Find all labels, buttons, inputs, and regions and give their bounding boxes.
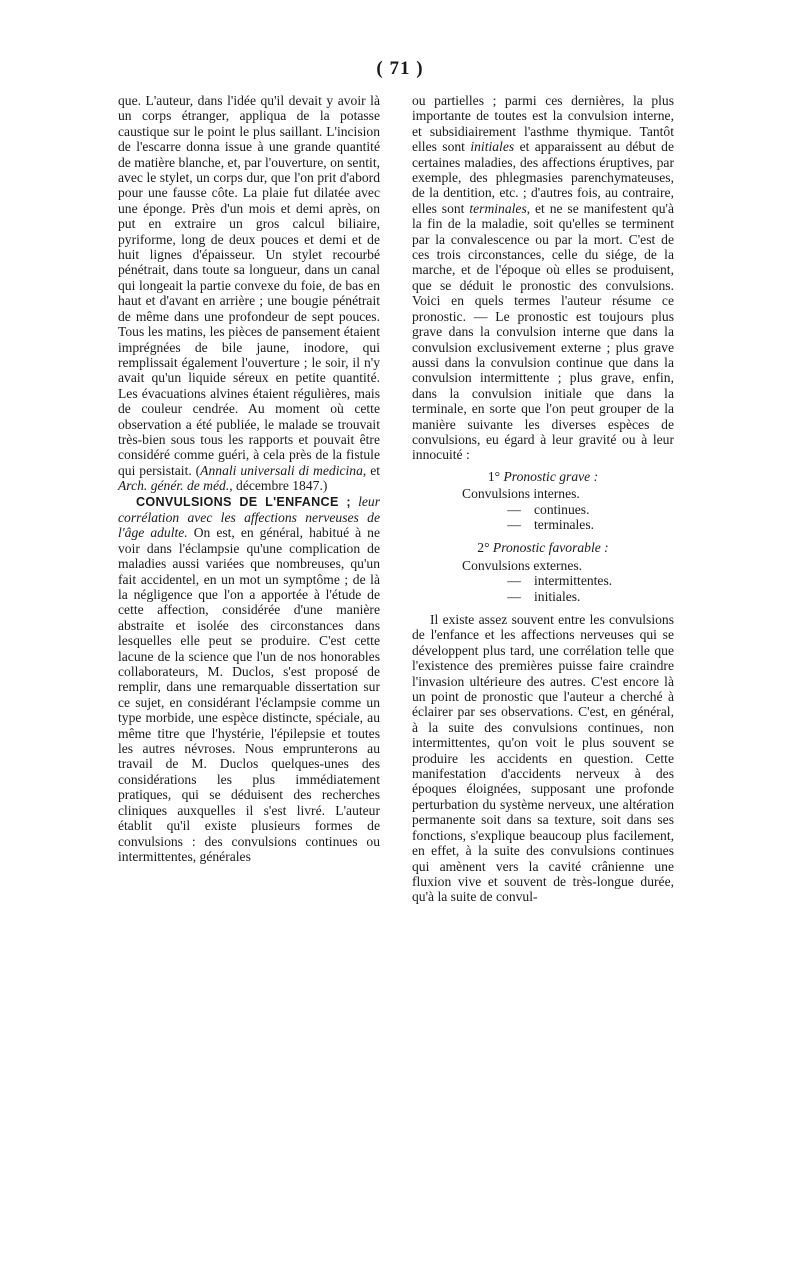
page-number: ( 71 ) bbox=[376, 58, 424, 79]
list-heading: 1° Pronostic grave : bbox=[487, 468, 599, 484]
citation-archives: Arch. génér. de méd. bbox=[118, 478, 230, 494]
paragraph-correlation: Il existe assez souvent entre les convulsions de l'enfance et les affections nerveuses qui se développent plus tard, une corrélation telle que l'existence des premières puisse faire craindre l'invasion ultérieure des autres. C'est encore là un point de pronostic que l'auteur a cherché à éclairer par ses observations. C'est, en général, à la suite des convulsions continues, non intermittentes, qu'on voit le plus souvent se produire les accidents en question. Cette manifestation d'accidents nerveux à des époques éloignées, supposant une profonde perturbation du système nerveux, une altération permanente soit dans sa texture, soit dans ses fonctions, s'explique beaucoup plus facilement, en effet, à la suite des convulsions continues qui amènent vers la cavité crânienne une fluxion vive et souvent de très-longue durée, qu'à la suite de convul- bbox=[412, 612, 674, 905]
list-heading: 2° Pronostic favorable : bbox=[477, 540, 609, 556]
list-item: — continues. bbox=[412, 502, 674, 517]
dash: — bbox=[507, 573, 521, 589]
dash: — bbox=[507, 516, 521, 532]
left-column bbox=[118, 93, 380, 864]
list-item: — initiales. bbox=[412, 589, 674, 604]
right-column bbox=[412, 93, 674, 905]
list-item: Convulsions externes. bbox=[462, 557, 583, 573]
term-terminales: terminales bbox=[469, 200, 527, 216]
term-initiales: initiales bbox=[470, 139, 515, 155]
section-body: On est, en général, habitué à ne voir dans l'éclampsie qu'une complication de maladies aussi variées que nombreuses, qu'un fait accidentel, en un mot un symptôme ; de là la négligence que l'on a apportée à l'étude de cette affection, considérée d'une manière abstraite et isolée des circonstances dans lesquelles elle peut se produire. C'est cette lacune de la science que l'un de nos honorables collaborateurs, M. Duclos, s'est proposé de remplir, dans une remarquable dissertation sur ce sujet, en considérant l'éclampsie comme un type morbide, une espèce distincte, spéciale, au même titre que l'hystérie, l'épilepsie et toutes les autres névroses. Nous emprunterons au travail de M. Duclos quelques-unes des considérations les plus immédiatement pratiques, qui se déduisent des recherches cliniques auxquelles il s'est livré. L'auteur établit qu'il existe plusieurs formes de convulsions : des convulsions continues ou intermittentes, générales bbox=[118, 525, 380, 864]
paragraph-continuation: que. L'auteur, dans l'idée qu'il devait y avoir là un corps étranger, appliqua de la potasse caustique sur le point le plus saillant. L'incision de l'escarre donna issue à une grande quantité de matière blanche, et, par l'ouverture, on sentit, avec le stylet, un corps dur, que l'on prit d'abord pour une fausse côte. La plaie fut dilatée avec une éponge. Près d'un mois et demi après, on put en extraire un gros calcul biliaire, pyriforme, long de deux pouces et demi et de huit lignes d'épaisseur. Un stylet recourbé pénétrait, dans toute sa longueur, dans un canal qui longeait la partie convexe du foie, de bas en haut et d'avant en arrière ; une bougie pénétrait de même dans une profondeur de sept pouces. Tous les matins, les pièces de pansement étaient imprégnées de bile jaune, inodore, qui remplissait également l'ouverture ; le soir, il n'y avait qu'un liquide séreux en petite quantité. Les évacuations alvines étaient régulières, mais de couleur cendrée. Au moment où cette observation a été publiée, le malade se trouvait très-bien sous tous les rapports et pouvait être considéré comme guéri, à cela près de la fistule qui persistait. (Annali universali di medicina, et Arch. génér. de méd., décembre 1847.) bbox=[118, 93, 380, 494]
section-subtitle: leur corrélation avec les affections nerveuses de l'âge adulte. bbox=[118, 493, 380, 541]
dash: — bbox=[507, 501, 521, 517]
paragraph-forms: ou partielles ; parmi ces dernières, la plus importante de toutes est la convulsion interne, et subsidiairement l'asthme thymique. Tantôt elles sont initiales et apparaissent au début de certaines maladies, des affections éruptives, par exemple, des phlegmasies parenchymateuses, de la dentition, etc. ; d'autres fois, au contraire, elles sont terminales, et ne se manifestent qu'à la fin de la maladie, soit qu'elles se terminent par la convalescence ou par la mort. C'est de ces trois circonstances, celle du siége, de la marche, et de l'époque où elles se produisent, que se déduit le pronostic des convulsions. Voici en quels termes l'auteur résume ce pronostic. — Le pronostic est toujours plus grave dans la convulsion interne que dans la convulsion exclusivement externe ; plus grave aussi dans la convulsion continue que dans la convulsion intermittente ; plus grave, enfin, dans la convulsion initiale que dans la terminale, en sorte que l'on peut grouper de la manière suivante les diverses espèces de convulsions, eu égard à leur gravité ou à leur innocuité : bbox=[412, 93, 674, 463]
prognosis-grave-list bbox=[412, 469, 674, 533]
list-item: Convulsions internes. bbox=[462, 486, 580, 502]
section-title: CONVULSIONS DE L'ENFANCE ; bbox=[136, 494, 351, 509]
list-item: — terminales. bbox=[412, 517, 674, 532]
list-item: — intermittentes. bbox=[412, 573, 674, 588]
dash: — bbox=[507, 588, 521, 604]
section-convulsions bbox=[118, 494, 380, 865]
prognosis-favorable-list bbox=[412, 540, 674, 604]
citation-annali: Annali universali di medicina bbox=[200, 462, 363, 478]
